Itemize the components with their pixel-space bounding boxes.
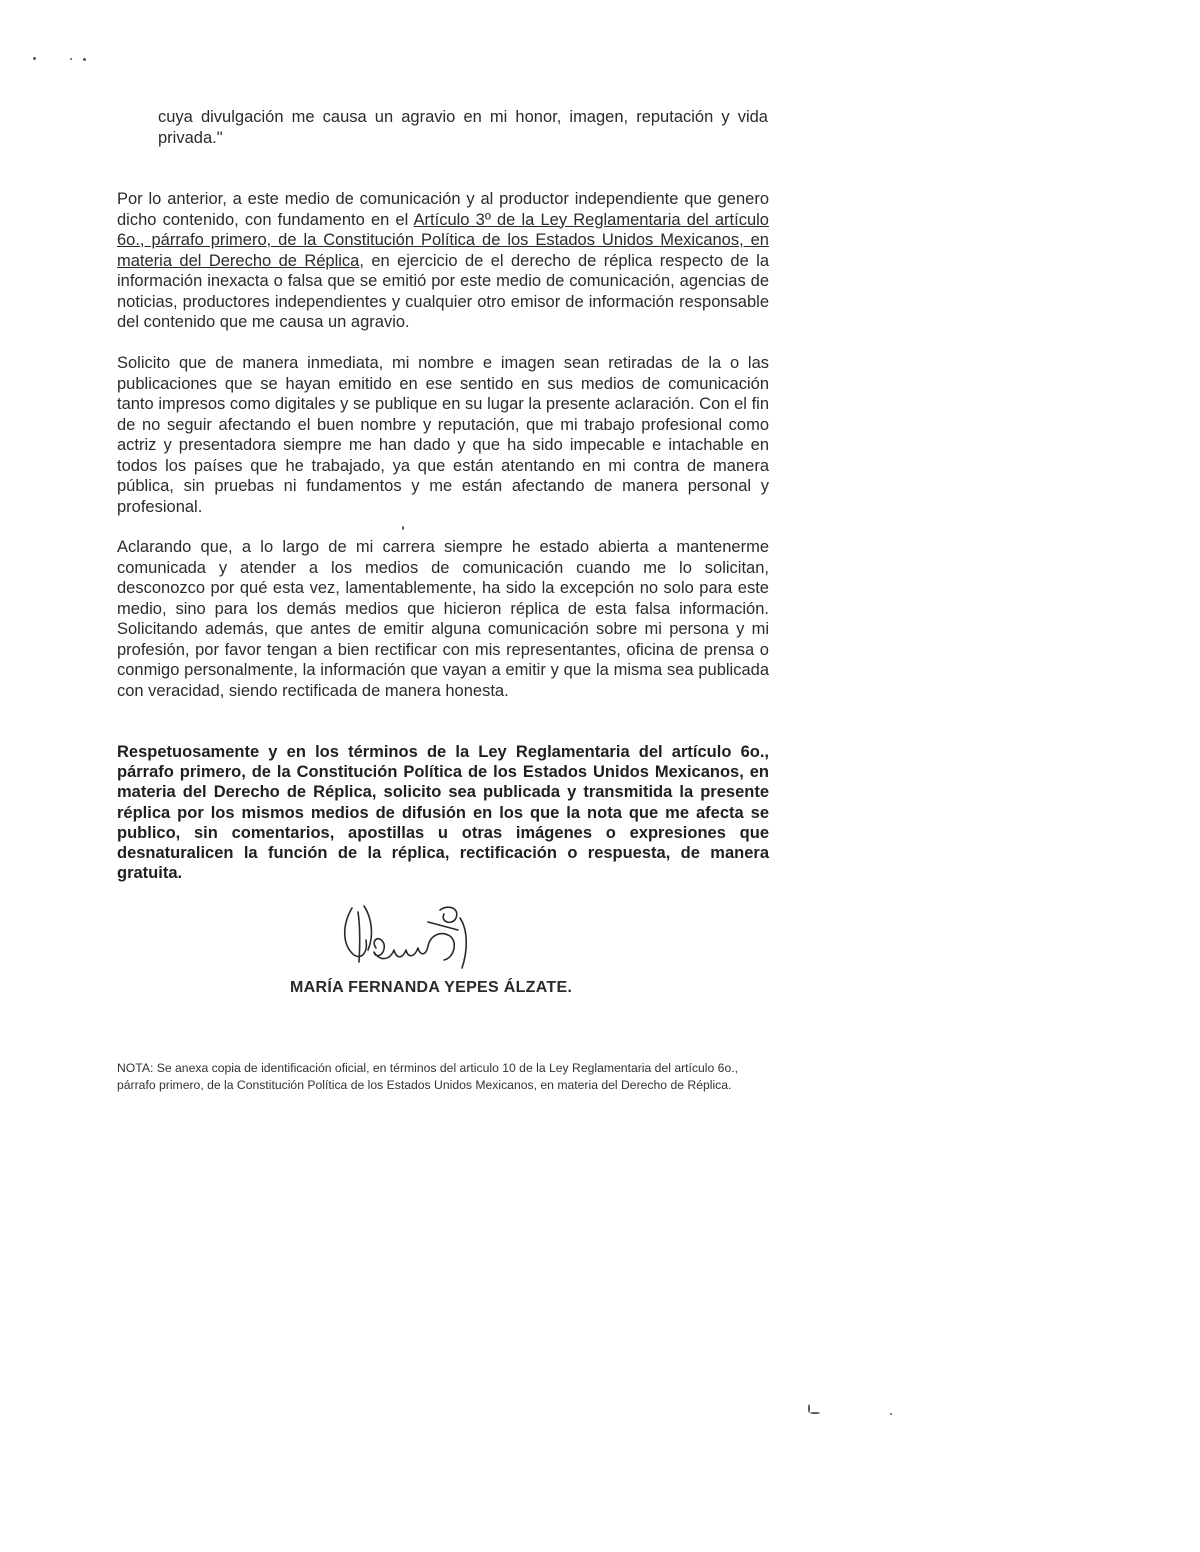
clarification-paragraph: Aclarando que, a lo largo de mi carrera siempre he estado abierta a mantenerme comunicada y atender a los medios de comunicación cuando me lo solicitan, desconozco por qué esta vez, lamentablemente, ha sido la excepción no solo para este medio, sino para los demás medios que hicieron réplica de esta falsa información. Solicitando además, que antes de emitir alguna comunicación sobre mi persona y mi profesión, por favor tengan a bien rectificar con mis representantes, oficina de prensa o conmigo personalmente, la información que vayan a emitir y que la misma sea publicada con veracidad, siendo rectificada de manera honesta. bbox=[117, 538, 769, 700]
law-reference: Artículo 3º de la Ley Reglamentaria del artículo 6o., párrafo primero, de la Constitución Política de los Estados Unidos Mexicanos, en materia del Derecho de Réplica bbox=[117, 210, 769, 270]
scan-speck bbox=[890, 1413, 892, 1415]
footnote: NOTA: Se anexa copia de identificación oficial, en términos del articulo 10 de la Ley Reglamentaria del artículo 6o., párrafo primero, de la Constitución Política de los Estados Unidos Mexicanos, en materia del Derecho de Réplica. bbox=[117, 1061, 739, 1092]
scan-speck bbox=[70, 58, 72, 60]
legal-basis-intro: Por lo anterior, a este medio de comunicación y al productor independiente que genero dicho contenido, con fundamento en el bbox=[117, 190, 769, 229]
legal-basis-paragraph bbox=[117, 189, 769, 333]
scan-speck bbox=[33, 57, 36, 60]
signer-name: MARÍA FERNANDA YEPES ÁLZATE. bbox=[290, 979, 573, 996]
removal-request-paragraph: Solicito que de manera inmediata, mi nombre e imagen sean retiradas de la o las publicaciones que se hayan emitido en ese sentido en sus medios de comunicación tanto impresos como digitales y se publique en su lugar la presente aclaración. Con el fin de no seguir afectando el buen nombre y reputación, que mi trabajo profesional como actriz y presentadora siempre me han dado y que ha sido impecable e intachable en todos los países que he trabajado, ya que están atentando en mi contra de manera pública, sin pruebas ni fundamentos y me están afectando de manera personal y profesional. bbox=[117, 354, 769, 516]
legal-basis-rest: , en ejercicio de el derecho de réplica respecto de la información inexacta o falsa que se emitió por este medio de comunicación, agencias de noticias, productores independientes y cualquier otro emisor de información responsable del contenido que me causa un agravio. bbox=[117, 251, 770, 331]
closing-request-paragraph: Respetuosamente y en los términos de la Ley Reglamentaria del artículo 6o., párrafo primero, de la Constitución Política de los Estados Unidos Mexicanos, en materia del Derecho de Réplica, solicito sea publicada y transmitida la presente réplica por los mismos medios de difusión en los que la nota que me afecta se publico, sin comentarios, apostillas u otras imágenes o expresiones que desnaturalicen la función de la réplica, rectificación o respuesta, de manera gratuita. bbox=[117, 743, 769, 883]
scan-speck bbox=[402, 526, 404, 530]
scan-speck bbox=[83, 58, 86, 61]
quote-continuation: cuya divulgación me causa un agravio en mi honor, imagen, reputación y vida privada." bbox=[158, 108, 768, 147]
scan-speck bbox=[810, 1412, 820, 1414]
signature-block bbox=[290, 900, 630, 1010]
